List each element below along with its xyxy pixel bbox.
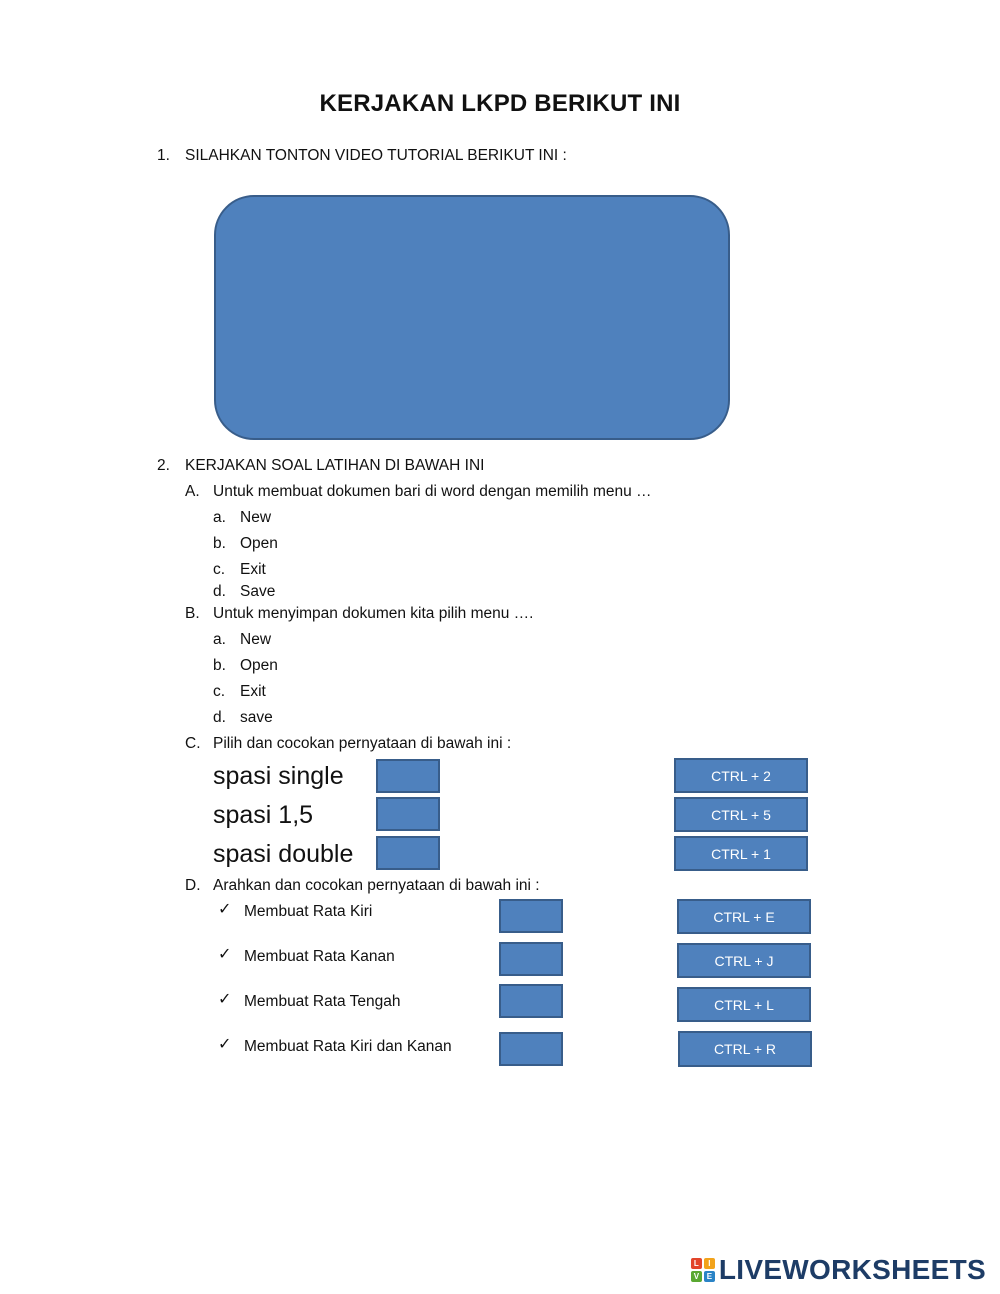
q1-number: 1. bbox=[157, 147, 170, 164]
qC-choice-ctrl-5[interactable]: CTRL + 5 bbox=[674, 797, 808, 832]
checkmark-icon: ✓ bbox=[218, 901, 232, 918]
qC-drop-target-2[interactable] bbox=[376, 797, 440, 831]
logo-cell: I bbox=[704, 1258, 715, 1269]
qD-item-rata-tengah: Membuat Rata Tengah bbox=[244, 993, 401, 1010]
logo-cell: V bbox=[691, 1271, 702, 1282]
qA-option-d[interactable]: Save bbox=[240, 583, 276, 600]
qA-option-letter: d. bbox=[213, 583, 226, 600]
checkmark-icon: ✓ bbox=[218, 946, 232, 963]
qD-text: Arahkan dan cocokan pernyataan di bawah ini : bbox=[213, 877, 540, 894]
qB-number: B. bbox=[185, 605, 200, 622]
qD-choice-ctrl-e[interactable]: CTRL + E bbox=[677, 899, 811, 934]
qD-drop-target-2[interactable] bbox=[499, 942, 563, 976]
qC-number: C. bbox=[185, 735, 201, 752]
qC-choice-ctrl-2[interactable]: CTRL + 2 bbox=[674, 758, 808, 793]
q2-text: KERJAKAN SOAL LATIHAN DI BAWAH INI bbox=[185, 457, 485, 474]
qB-option-c[interactable]: Exit bbox=[240, 683, 266, 700]
qB-option-a[interactable]: New bbox=[240, 631, 272, 648]
qA-option-letter: a. bbox=[213, 509, 226, 526]
qA-option-b[interactable]: Open bbox=[240, 535, 278, 552]
brand-text: LIVEWORKSHEETS bbox=[718, 1254, 986, 1285]
qC-text: Pilih dan cocokan pernyataan di bawah ini : bbox=[213, 735, 512, 752]
qC-drop-target-3[interactable] bbox=[376, 836, 440, 870]
qD-choice-ctrl-j[interactable]: CTRL + J bbox=[677, 943, 811, 978]
qD-drop-target-3[interactable] bbox=[499, 984, 563, 1018]
qB-option-letter: b. bbox=[213, 657, 226, 674]
q1-text: SILAHKAN TONTON VIDEO TUTORIAL BERIKUT INI : bbox=[185, 147, 567, 164]
qC-choice-ctrl-1[interactable]: CTRL + 1 bbox=[674, 836, 808, 871]
qA-option-a[interactable]: New bbox=[240, 509, 272, 526]
qA-option-letter: b. bbox=[213, 535, 226, 552]
qC-drop-target-1[interactable] bbox=[376, 759, 440, 793]
qB-option-letter: a. bbox=[213, 631, 226, 648]
qD-drop-target-1[interactable] bbox=[499, 899, 563, 933]
logo-cell: E bbox=[704, 1271, 715, 1282]
qA-text: Untuk membuat dokumen bari di word dengan memilih menu … bbox=[213, 483, 652, 500]
checkmark-icon: ✓ bbox=[218, 1036, 232, 1053]
qC-item-spasi-1-5: spasi 1,5 bbox=[213, 801, 314, 829]
qB-option-letter: c. bbox=[213, 683, 226, 700]
qC-item-spasi-single: spasi single bbox=[213, 762, 344, 790]
liveworksheets-logo-icon bbox=[691, 1258, 715, 1282]
qD-item-rata-kanan: Membuat Rata Kanan bbox=[244, 948, 395, 965]
qA-number: A. bbox=[185, 483, 200, 500]
qB-option-letter: d. bbox=[213, 709, 226, 726]
qA-option-c[interactable]: Exit bbox=[240, 561, 266, 578]
video-player[interactable] bbox=[214, 195, 730, 440]
qB-option-d[interactable]: save bbox=[240, 709, 273, 726]
qC-item-spasi-double: spasi double bbox=[213, 840, 354, 868]
logo-cell: L bbox=[691, 1258, 702, 1269]
qD-item-rata-kiri-kanan: Membuat Rata Kiri dan Kanan bbox=[244, 1038, 452, 1055]
qD-choice-ctrl-l[interactable]: CTRL + L bbox=[677, 987, 811, 1022]
q2-number: 2. bbox=[157, 457, 170, 474]
qB-text: Untuk menyimpan dokumen kita pilih menu …. bbox=[213, 605, 534, 622]
qB-option-b[interactable]: Open bbox=[240, 657, 278, 674]
liveworksheets-brand bbox=[691, 1254, 986, 1286]
checkmark-icon: ✓ bbox=[218, 991, 232, 1008]
page-title: KERJAKAN LKPD BERIKUT INI bbox=[319, 90, 681, 117]
qD-drop-target-4[interactable] bbox=[499, 1032, 563, 1066]
qD-item-rata-kiri: Membuat Rata Kiri bbox=[244, 903, 373, 920]
qD-choice-ctrl-r[interactable]: CTRL + R bbox=[678, 1031, 812, 1067]
qD-number: D. bbox=[185, 877, 201, 894]
qA-option-letter: c. bbox=[213, 561, 226, 578]
